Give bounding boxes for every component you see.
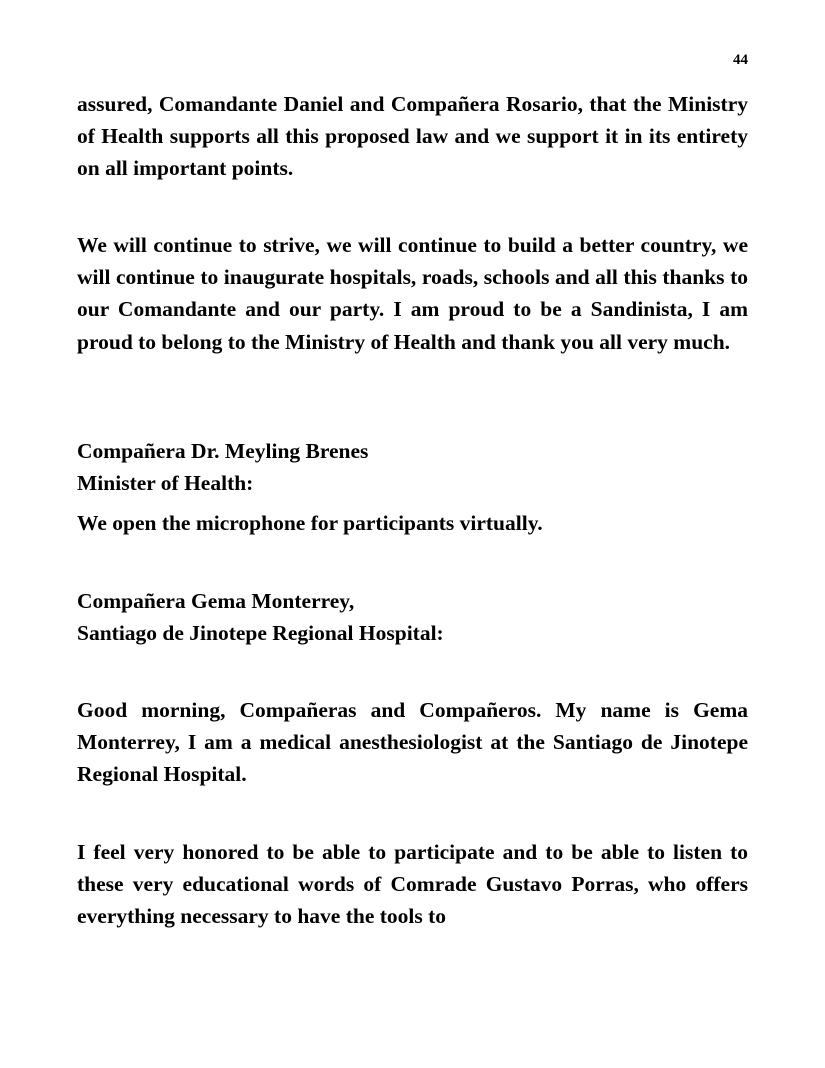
speaker-heading-gema-monterrey — [77, 585, 748, 649]
speaker-role: Minister of Health: — [77, 471, 254, 496]
speaker-name: Compañera Gema Monterrey, — [77, 589, 355, 613]
paragraph-honored-to-participate: I feel very honored to be able to participate and to be able to listen to these very educational words of Comrade Gustavo Porras, who offers everything necessary to have the tools to — [77, 840, 748, 929]
speaker-heading-meyling-brenes — [77, 435, 748, 499]
page-number: 44 — [733, 52, 748, 68]
speaker-role: Santiago de Jinotepe Regional Hospital: — [77, 621, 444, 646]
speaker-name: Compañera Dr. Meyling Brenes — [77, 439, 369, 463]
paragraph-good-morning: Good morning, Compañeras and Compañeros. My name is Gema Monterrey, I am a medical anesthesiologist at the Santiago de Jinotepe Regional Hospital. — [77, 698, 748, 787]
paragraph-continue-to-strive: We will continue to strive, we will continue to build a better country, we will continue to inaugurate hospitals, roads, schools and all this thanks to our Comandante and our party. I am proud to be a Sandinista, I am proud to belong to the Ministry of Health and thank you all very much. — [77, 233, 748, 354]
paragraph-ministry-support: assured, Comandante Daniel and Compañera Rosario, that the Ministry of Health supports all this proposed law and we support it in its entirety on all important points. — [77, 92, 748, 181]
paragraph-open-microphone: We open the microphone for participants virtually. — [77, 511, 543, 535]
